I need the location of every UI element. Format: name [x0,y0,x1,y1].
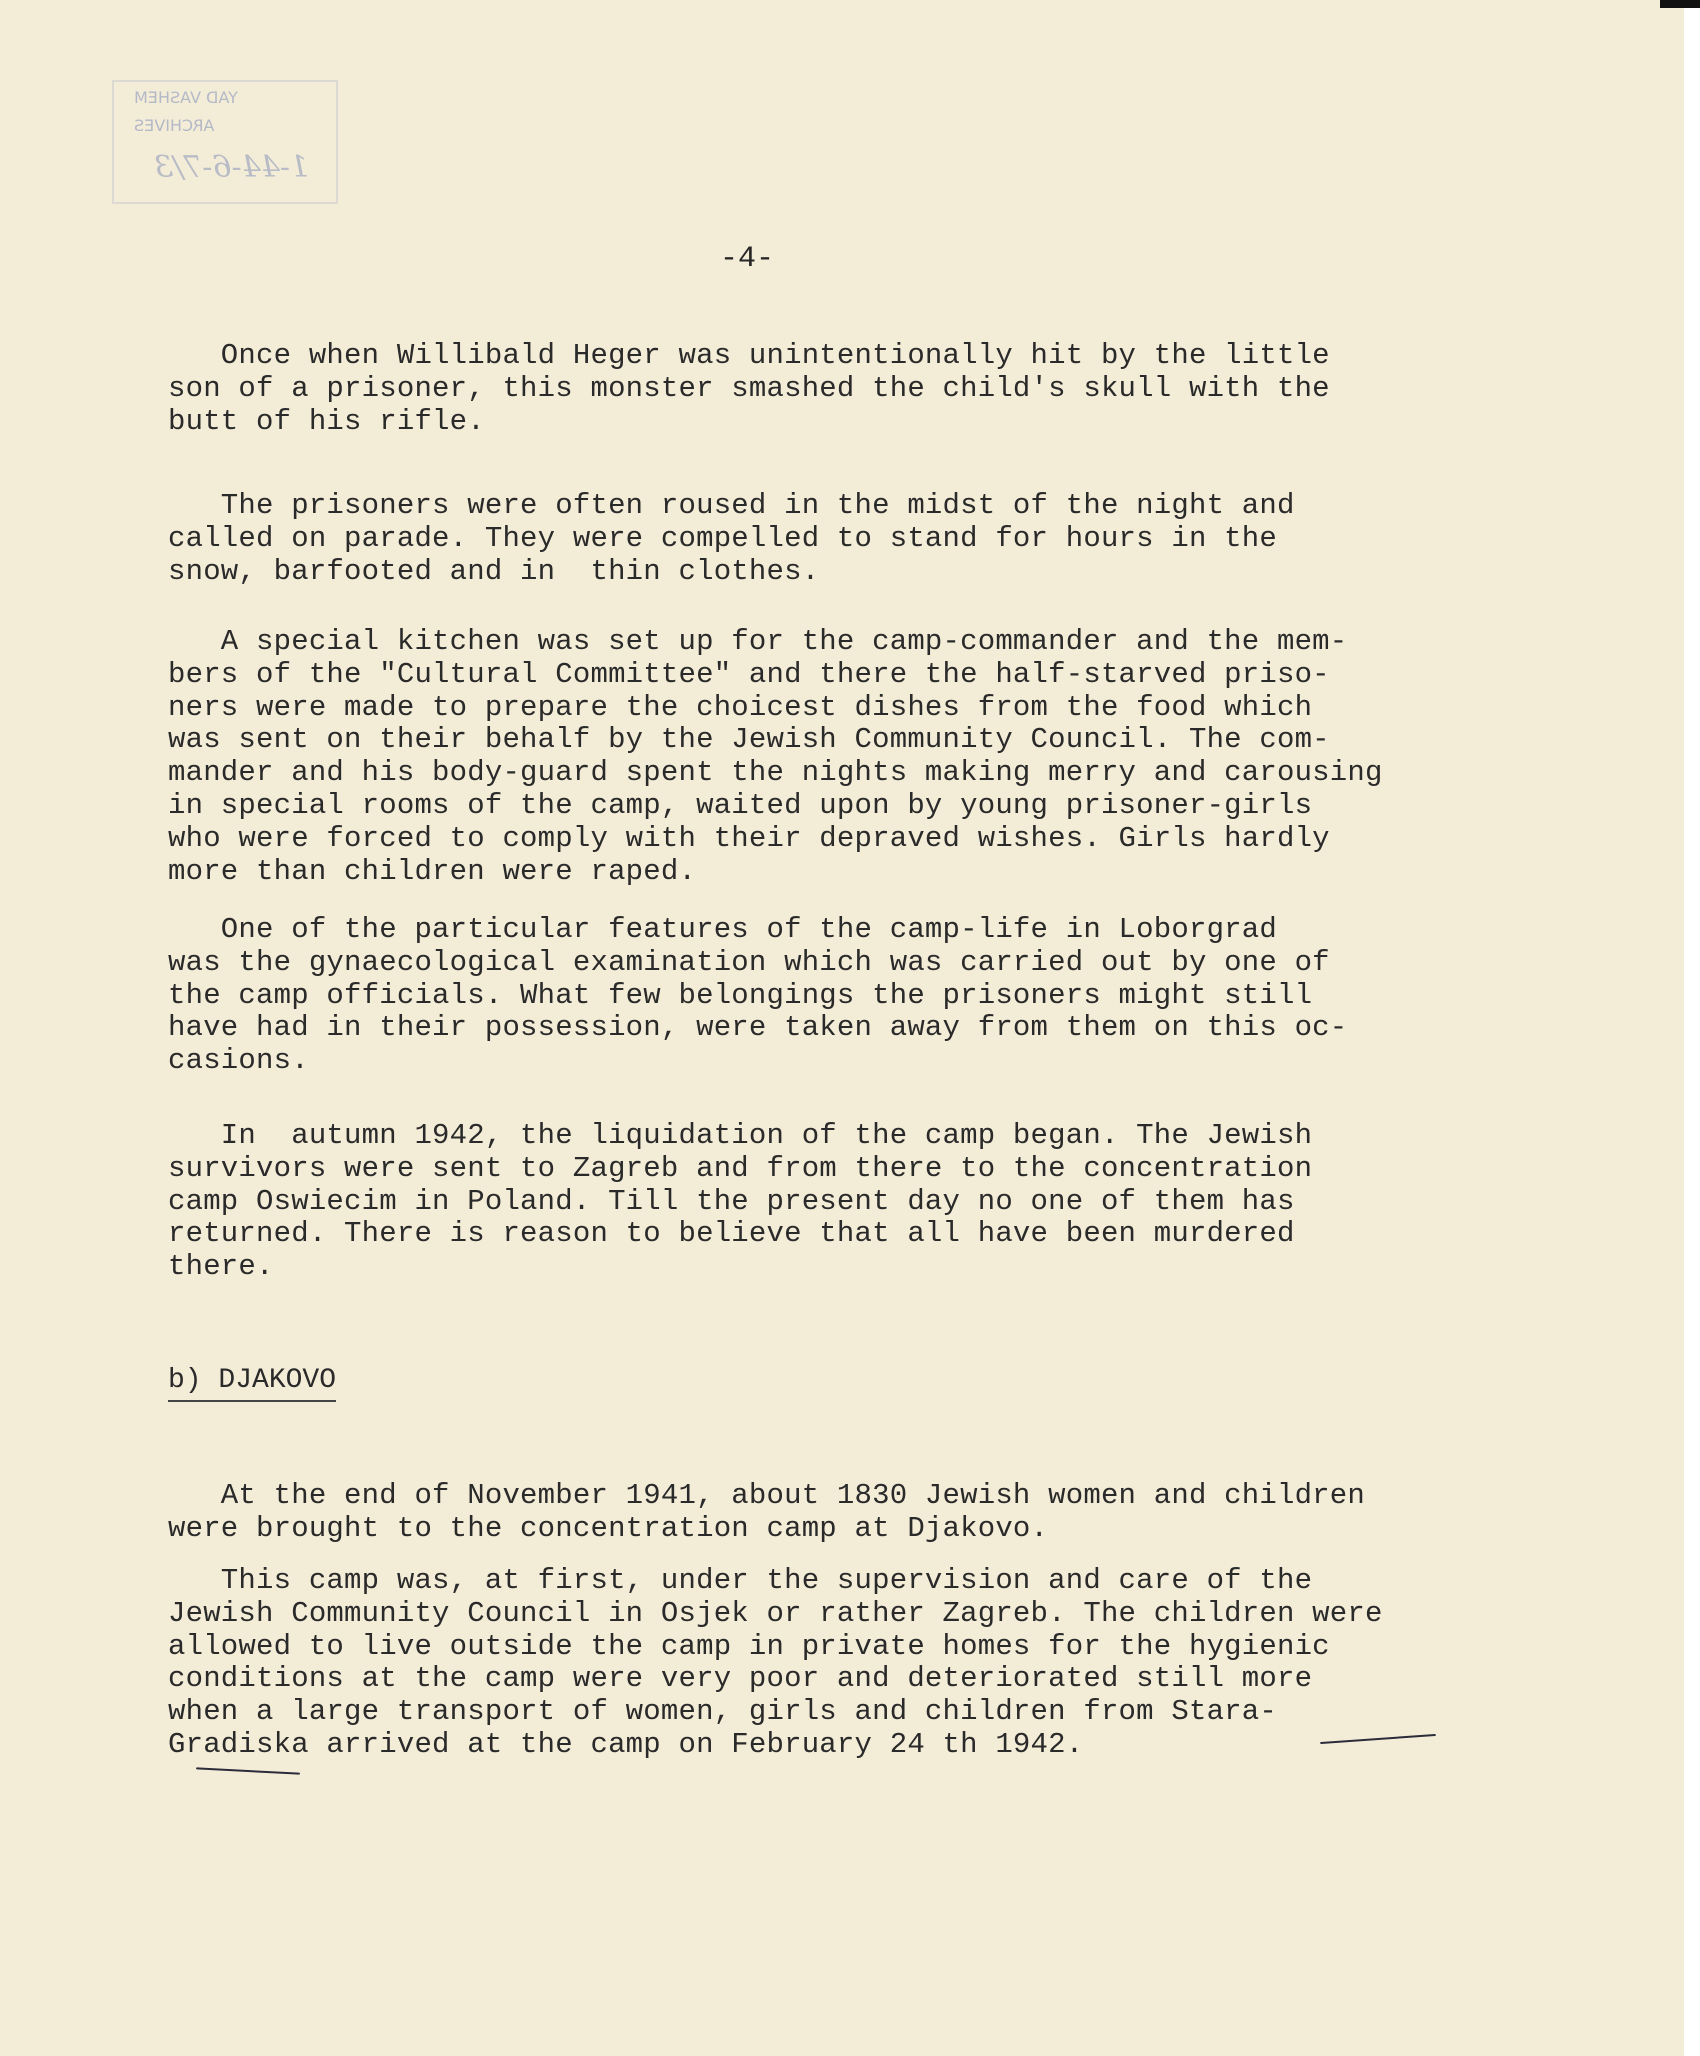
text-line: who were forced to comply with their depraved wishes. Girls hardly [168,821,1330,855]
text-line: butt of his rifle. [168,404,485,438]
page-number: -4- [720,242,775,276]
text-line: the camp officials. What few belongings the prisoners might still [168,978,1313,1012]
text-line: camp Oswiecim in Poland. Till the present day no one of them has [168,1184,1295,1218]
paragraph-5 [168,1120,1312,1284]
text-line: conditions at the camp were very poor and deteriorated still more [168,1662,1313,1696]
text-line: bers of the "Cultural Committee" and there the half-starved priso- [168,657,1330,691]
text-line: This camp was, at first, under the supervision and care of the [168,1564,1313,1597]
paragraph-2 [168,490,1295,588]
text-line: when a large transport of women, girls and children from Stara- [168,1695,1277,1729]
text-line: allowed to live outside the camp in private homes for the hygienic [168,1629,1330,1663]
text-line: Jewish Community Council in Osjek or rather Zagreb. The children were [168,1596,1383,1630]
text-line: there. [168,1250,274,1284]
text-line: was the gynaecological examination which was carried out by one of [168,945,1330,979]
stamp-signature: 1-44-6-7/3 [154,150,310,185]
text-line: At the end of November 1941, about 1830 Jewish women and children [168,1479,1365,1512]
pen-underline-gradiska [196,1767,300,1774]
stamp-line-2: ARCHIVES [134,116,215,135]
stamp-line-1: YAD VASHEM [134,88,238,107]
text-line: was sent on their behalf by the Jewish Community Council. The com- [168,723,1330,757]
archive-stamp [112,80,338,204]
text-line: ners were made to prepare the choicest dishes from the food which [168,690,1313,724]
scan-edge [1684,0,1700,2056]
text-line: were brought to the concentration camp at Djakovo. [168,1511,1049,1545]
text-line: In autumn 1942, the liquidation of the camp began. The Jewish [168,1119,1313,1152]
text-line: called on parade. They were compelled to stand for hours in the [168,521,1277,555]
text-line: Once when Willibald Heger was unintentionally hit by the little [168,339,1330,372]
text-line: The prisoners were often roused in the midst of the night and [168,489,1295,522]
text-line: A special kitchen was set up for the camp-commander and the mem- [168,625,1348,658]
section-heading: b) DJAKOVO [168,1365,336,1402]
paragraph-7 [168,1565,1383,1762]
text-line: son of a prisoner, this monster smashed the child's skull with the [168,371,1330,405]
text-line: One of the particular features of the camp-life in Loborgrad [168,913,1277,946]
text-line: survivors were sent to Zagreb and from there to the concentration [168,1151,1313,1185]
scan-corner [1660,0,1700,8]
paragraph-3 [168,626,1383,888]
text-line: more than children were raped. [168,854,697,888]
paragraph-1 [168,340,1330,438]
text-line: snow, barfooted and in thin clothes. [168,554,820,588]
text-line: casions. [168,1044,309,1078]
text-line: returned. There is reason to believe that all have been murdered [168,1217,1295,1251]
text-line: have had in their possession, were taken away from them on this oc- [168,1011,1348,1045]
text-line: Gradiska arrived at the camp on February 24 th 1942. [168,1727,1084,1761]
text-line: mander and his body-guard spent the nights making merry and carousing [168,756,1383,790]
paragraph-6 [168,1480,1365,1546]
paragraph-4 [168,914,1347,1078]
text-line: in special rooms of the camp, waited upon by young prisoner-girls [168,788,1313,822]
